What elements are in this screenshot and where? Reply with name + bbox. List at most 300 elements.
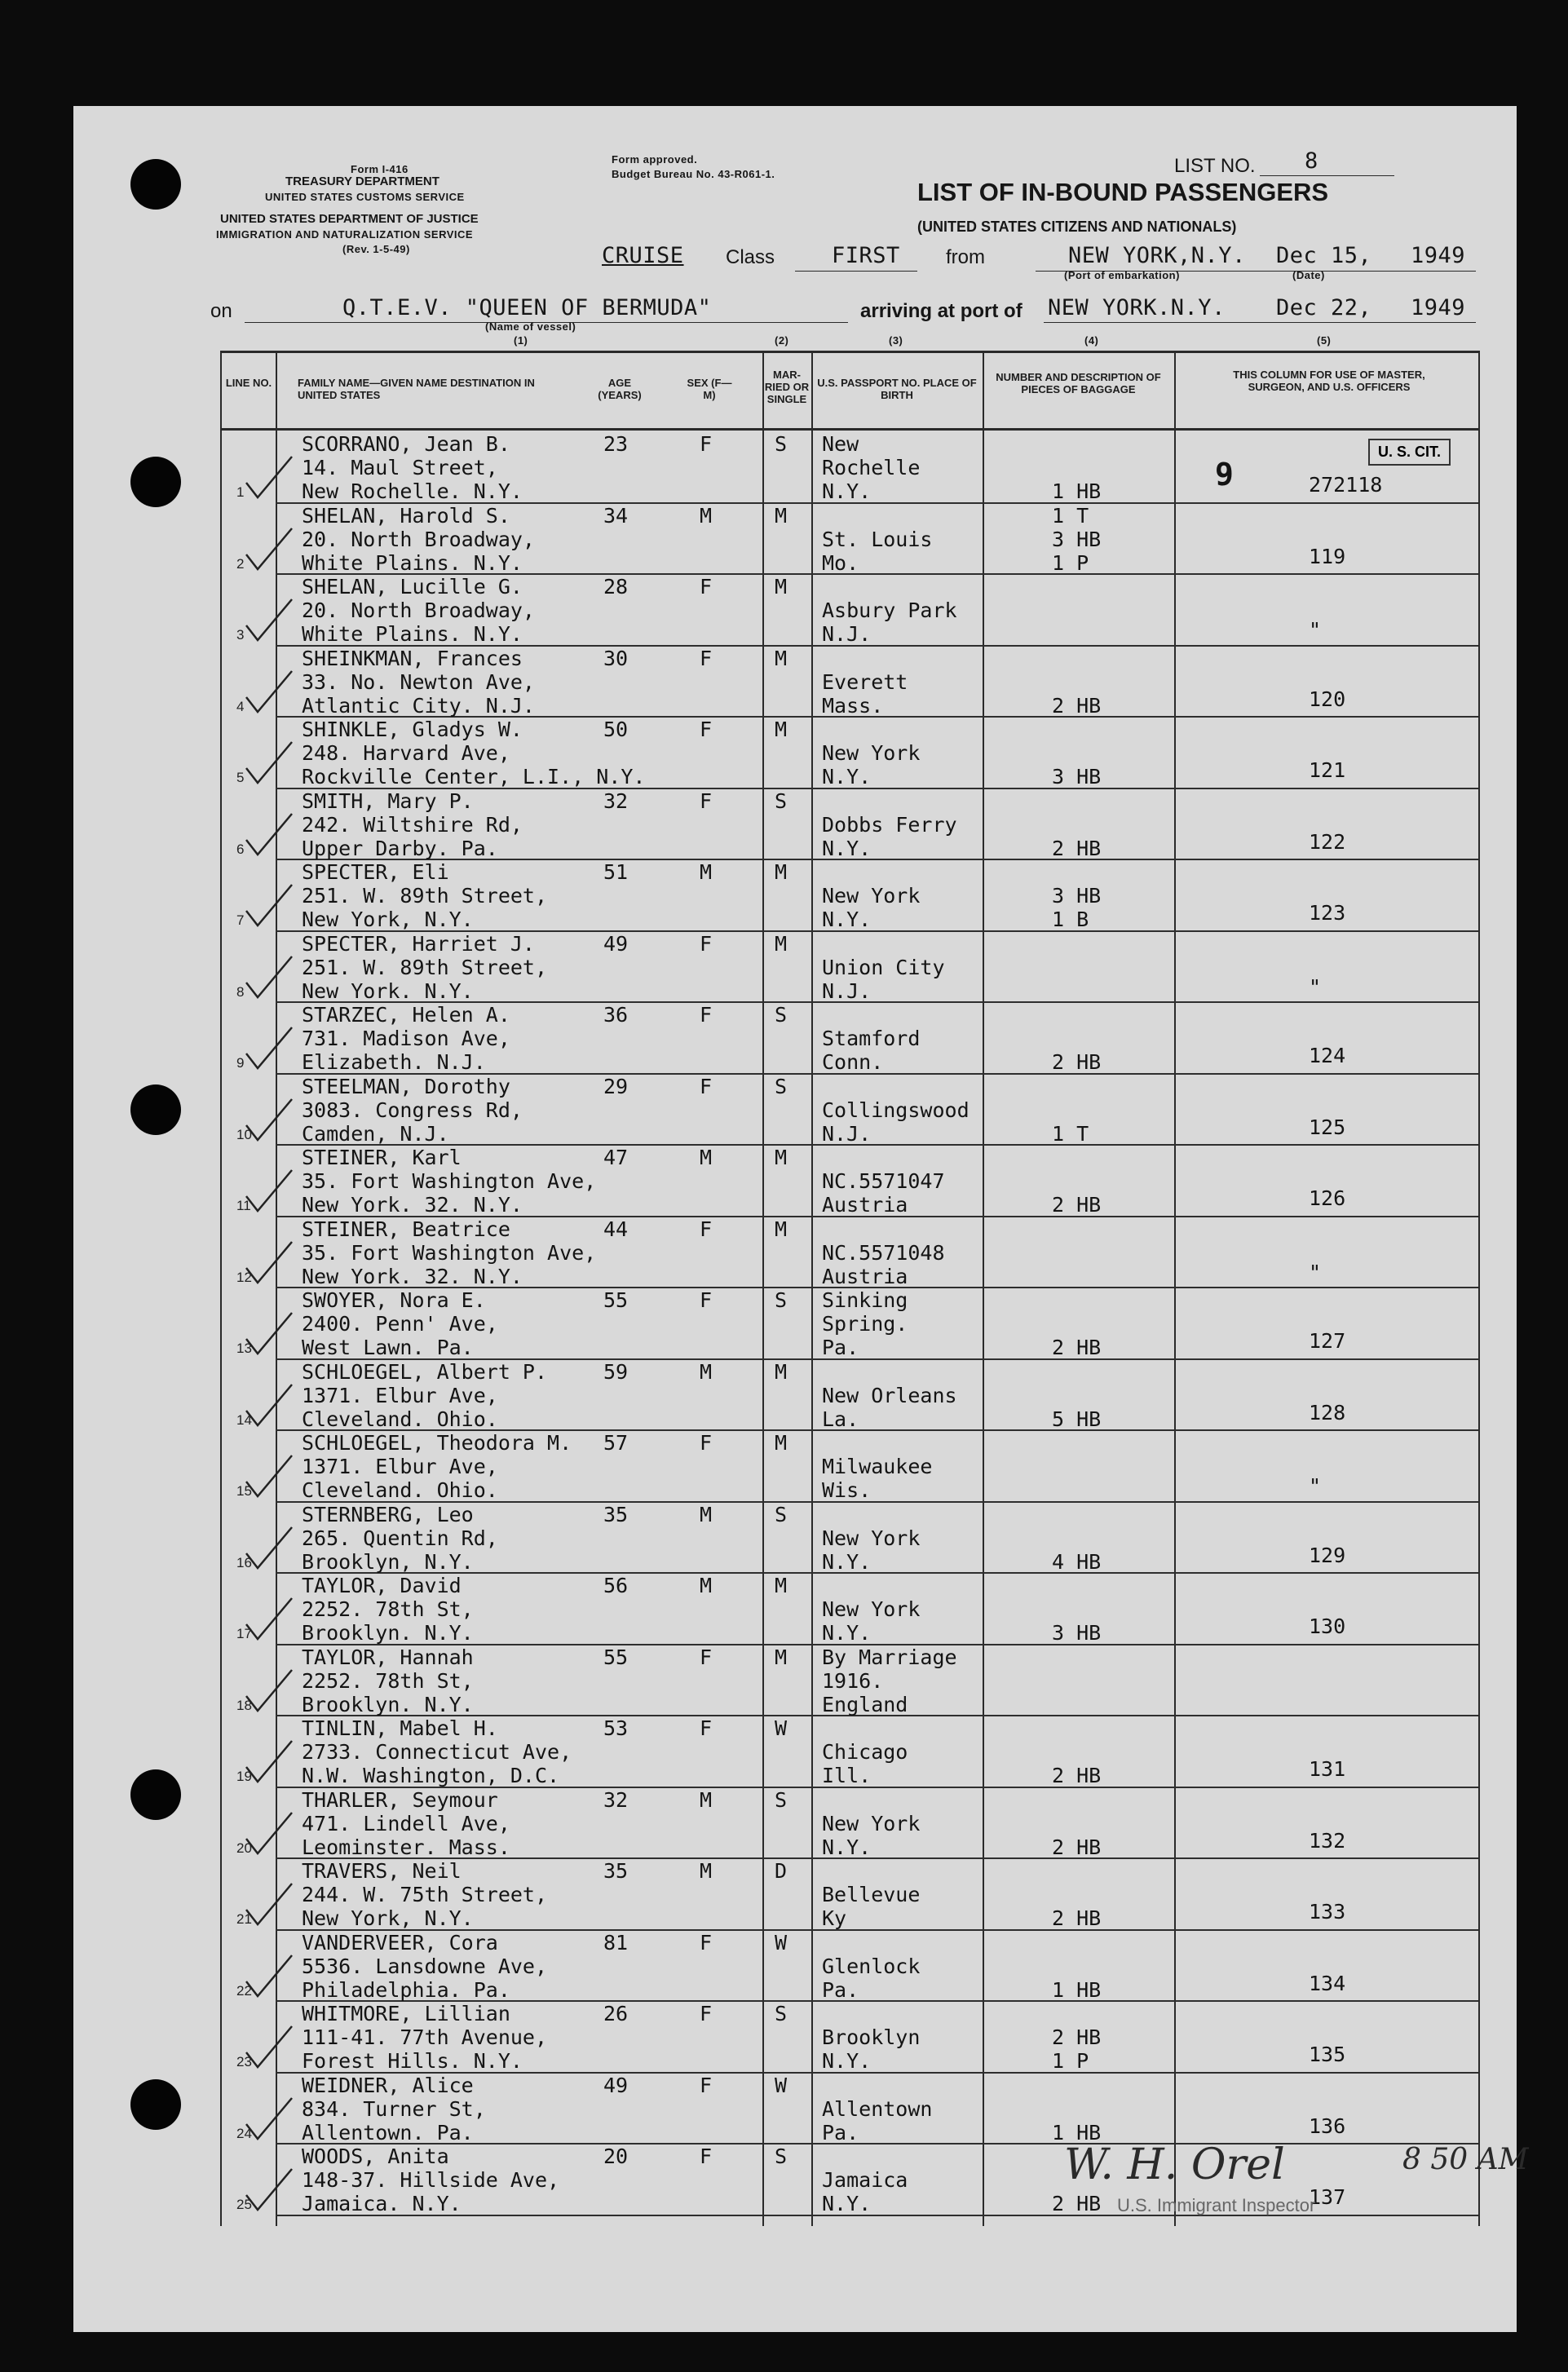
address-line-2: Upper Darby. Pa. (302, 836, 498, 860)
revision-date: (Rev. 1-5-49) (342, 243, 410, 255)
arrival-underline (1044, 322, 1476, 323)
baggage-line-3: 3 HB (1052, 765, 1102, 788)
officer-number: 133 (1309, 1900, 1346, 1924)
table-row (0, 1929, 1568, 2001)
baggage-line-3: 1 HB (1052, 2120, 1102, 2145)
age-value: 32 (603, 1787, 629, 1812)
passenger-name: STERNBERG, Leo (302, 1502, 474, 1526)
age-value: 51 (603, 860, 629, 884)
birthplace-line-2: New York (822, 1526, 921, 1550)
baggage-line-3: 2 HB (1052, 693, 1102, 718)
form-subtitle: (UNITED STATES CITIZENS AND NATIONALS) (917, 219, 1237, 235)
passenger-name: WOODS, Anita (302, 2145, 449, 2168)
address-line-2: West Lawn. Pa. (302, 1336, 474, 1359)
officer-number: 119 (1309, 544, 1346, 568)
on-label: on (210, 300, 232, 322)
passenger-name: TAYLOR, Hannah (302, 1645, 474, 1669)
address-line-2: White Plains. N.Y. (302, 622, 523, 646)
line-number: 19 (236, 1769, 252, 1784)
budget-bureau: Budget Bureau No. 43-R061-1. (612, 168, 775, 180)
age-value: 49 (603, 2073, 629, 2097)
baggage-line-3: 5 HB (1052, 1407, 1102, 1431)
sex-value: M (700, 1502, 713, 1526)
birthplace-line-3: N.Y. (822, 2049, 872, 2073)
address-line-2: Brooklyn. N.Y. (302, 1692, 474, 1716)
sex-value: M (700, 1859, 713, 1883)
passenger-name: STEINER, Karl (302, 1146, 462, 1169)
marital-status: W (775, 2073, 788, 2097)
line-number: 3 (236, 627, 245, 643)
birthplace-line-3: N.Y. (822, 1621, 872, 1645)
address-line-2: New York, N.Y. (302, 908, 474, 931)
address-line-1: 20. North Broadway, (302, 527, 535, 551)
marital-status: S (775, 2002, 788, 2025)
birthplace-line-3: N.J. (822, 978, 872, 1003)
checkmark-icon (245, 1882, 294, 1931)
birthplace-line-3: N.Y. (822, 836, 872, 860)
address-line-2: N.W. Washington, D.C. (302, 1764, 560, 1787)
officer-number: 131 (1309, 1757, 1346, 1781)
baggage-line-3: 4 HB (1052, 1549, 1102, 1574)
justice-department: UNITED STATES DEPARTMENT OF JUSTICE (220, 212, 479, 226)
address-line-1: 2252. 78th St, (302, 1597, 474, 1621)
address-line-2: Brooklyn, N.Y. (302, 1549, 474, 1574)
table-row (0, 2000, 1568, 2072)
officer-number: 123 (1309, 901, 1346, 925)
checkmark-icon (245, 1240, 294, 1289)
passenger-name: TINLIN, Mabel H. (302, 1716, 498, 1740)
embarkation-year: 1949 (1411, 243, 1466, 268)
passenger-name: SCHLOEGEL, Theodora M. (302, 1431, 572, 1455)
customs-service: UNITED STATES CUSTOMS SERVICE (265, 191, 465, 203)
address-line-1: 265. Quentin Rd, (302, 1526, 498, 1550)
address-line-1: 2400. Penn' Ave, (302, 1312, 498, 1336)
birthplace-line-3: Pa. (822, 1336, 859, 1359)
sex-value: F (700, 788, 713, 813)
marital-status: S (775, 788, 788, 813)
sex-value: F (700, 646, 713, 670)
table-row (0, 1572, 1568, 1644)
officer-number: 129 (1309, 1543, 1346, 1567)
line-number: 25 (236, 2197, 252, 2212)
sex-value: F (700, 2145, 713, 2168)
address-line-2: Brooklyn. N.Y. (302, 1621, 474, 1645)
marital-status: S (775, 1288, 788, 1312)
line-number: 6 (236, 841, 245, 857)
sex-value: F (700, 931, 713, 956)
line-number: 2 (236, 555, 245, 572)
officer-number: 126 (1309, 1186, 1346, 1210)
header-sex: SEX (F—M) (687, 377, 732, 401)
sex-value: F (700, 1645, 713, 1669)
checkmark-icon (245, 2096, 294, 2145)
table-row (0, 1715, 1568, 1787)
address-line-1: 148-37. Hillside Ave, (302, 2168, 560, 2192)
sex-value: M (700, 503, 713, 528)
birthplace-line-3: N.Y. (822, 1549, 872, 1574)
sex-value: F (700, 1217, 713, 1241)
officer-number: 128 (1309, 1400, 1346, 1425)
birthplace-line-3: N.Y. (822, 2192, 872, 2215)
officer-number: " (1309, 1260, 1322, 1284)
line-number: 21 (236, 1911, 252, 1927)
birthplace-line-3: N.J. (822, 1121, 872, 1146)
passenger-name: SHEINKMAN, Frances (302, 646, 523, 670)
checkmark-icon (245, 812, 294, 861)
address-line-2: White Plains. N.Y. (302, 550, 523, 575)
birthplace-line-3: Mass. (822, 693, 884, 718)
address-line-1: 251. W. 89th Street, (302, 955, 548, 979)
baggage-line-3: 2 HB (1052, 1835, 1102, 1859)
line-number: 9 (236, 1055, 245, 1071)
line-number: 5 (236, 770, 245, 785)
birthplace-line-2: Rochelle (822, 456, 921, 479)
passenger-name: SHELAN, Lucille G. (302, 575, 523, 599)
birthplace-line-3: Pa. (822, 2120, 859, 2145)
address-line-2: Rockville Center, L.I., N.Y. (302, 765, 646, 788)
baggage-line-3: 2 HB (1052, 1336, 1102, 1359)
embarkation-date: Dec 15, (1276, 243, 1372, 268)
marital-status: M (775, 503, 788, 528)
birthplace-line-3: La. (822, 1407, 859, 1431)
officer-number: 272118 (1309, 473, 1383, 497)
age-value: 53 (603, 1716, 629, 1740)
marital-status: W (775, 1716, 788, 1740)
age-value: 29 (603, 1074, 629, 1098)
passenger-name: SCHLOEGEL, Albert P. (302, 1359, 548, 1384)
birthplace-line-2: Allentown (822, 2096, 933, 2121)
checkmark-icon (245, 1098, 294, 1146)
birthplace-line-2: St. Louis (822, 527, 933, 551)
baggage-line-3: 1 T (1052, 1121, 1089, 1146)
inspector-signature: W. H. Orel (1064, 2140, 1285, 2189)
baggage-line-3: 2 HB (1052, 1906, 1102, 1930)
birthplace-line-2: Asbury Park (822, 599, 957, 622)
birthplace-line-2: Bellevue (822, 1883, 921, 1906)
birthplace-line-2: NC.5571047 (822, 1169, 945, 1193)
checkmark-icon (245, 527, 294, 576)
checkmark-icon (245, 598, 294, 647)
table-row (0, 788, 1568, 859)
line-number: 11 (236, 1198, 251, 1213)
passenger-name: WHITMORE, Lillian (302, 2002, 510, 2025)
address-line-2: New York. N.Y. (302, 978, 474, 1003)
birthplace-line-3: N.Y. (822, 1835, 872, 1859)
birthplace-line-2: Stamford (822, 1027, 921, 1050)
address-line-1: 5536. Lansdowne Ave, (302, 1954, 548, 1978)
checkmark-icon (245, 1311, 294, 1360)
line-number: 4 (236, 698, 245, 714)
checkmark-icon (245, 1383, 294, 1432)
passenger-name: STEINER, Beatrice (302, 1217, 510, 1241)
line-number: 15 (236, 1483, 252, 1499)
sex-value: F (700, 1288, 713, 1312)
sex-value: M (700, 1574, 713, 1597)
age-value: 49 (603, 931, 629, 956)
table-row (0, 1429, 1568, 1501)
baggage-line-3: 1 B (1052, 908, 1089, 931)
line-number: 8 (236, 983, 245, 1000)
sex-value: F (700, 432, 713, 456)
birthplace-line-3: N.Y. (822, 765, 872, 788)
officer-number: 125 (1309, 1115, 1346, 1139)
column-number-5: (5) (1317, 334, 1332, 347)
port-of-embarkation: NEW YORK,N.Y. (1068, 243, 1246, 268)
sex-value: F (700, 1074, 713, 1098)
baggage-line-1: 1 T (1052, 503, 1089, 528)
address-line-1: 20. North Broadway, (302, 599, 535, 622)
age-value: 56 (603, 1574, 629, 1597)
address-line-1: 3083. Congress Rd, (302, 1098, 523, 1122)
table-row (0, 1787, 1568, 1858)
marital-status: S (775, 1074, 788, 1098)
address-line-1: 251. W. 89th Street, (302, 884, 548, 908)
address-line-1: 248. Harvard Ave, (302, 741, 510, 765)
birthplace-line-1: New (822, 432, 859, 456)
age-value: 57 (603, 1431, 629, 1455)
birthplace-line-2: New York (822, 884, 921, 908)
age-value: 20 (603, 2145, 629, 2168)
officer-number: 120 (1309, 687, 1346, 711)
checkmark-icon (245, 1597, 294, 1645)
form-number: Form I-416 (351, 163, 409, 175)
class-label: Class (726, 246, 775, 268)
address-line-1: 111-41. 77th Avenue, (302, 2025, 548, 2049)
birthplace-line-2: Union City (822, 955, 945, 979)
checkmark-icon (245, 1668, 294, 1717)
arrival-date: Dec 22, (1276, 295, 1372, 320)
address-line-1: 731. Madison Ave, (302, 1027, 510, 1050)
address-line-2: Forest Hills. N.Y. (302, 2049, 523, 2073)
marital-status: S (775, 2145, 788, 2168)
arriving-label: arriving at port of (860, 300, 1023, 322)
passenger-name: STARZEC, Helen A. (302, 1003, 510, 1027)
line-number: 20 (236, 1840, 252, 1856)
officer-number: 132 (1309, 1828, 1346, 1853)
address-line-2: Leominster. Mass. (302, 1835, 510, 1859)
table-row (0, 645, 1568, 717)
age-value: 34 (603, 503, 629, 528)
sex-value: F (700, 1431, 713, 1455)
treasury-department: TREASURY DEPARTMENT (285, 174, 439, 188)
checkmark-icon (245, 955, 294, 1004)
baggage-line-2: 3 HB (1052, 527, 1102, 551)
sex-value: F (700, 2073, 713, 2097)
line-number: 22 (236, 1982, 252, 1999)
marital-status: M (775, 1359, 788, 1384)
birthplace-line-2: NC.5571048 (822, 1240, 945, 1265)
age-value: 47 (603, 1146, 629, 1169)
baggage-line-3: 2 HB (1052, 1764, 1102, 1787)
officer-number: 130 (1309, 1614, 1346, 1638)
baggage-line-2: 2 HB (1052, 2025, 1102, 2049)
arrival-port: NEW YORK.N.Y. (1048, 295, 1226, 320)
checkmark-icon (245, 669, 294, 718)
checkmark-icon (245, 883, 294, 932)
marital-status: S (775, 1003, 788, 1027)
line-number: 24 (236, 2125, 252, 2141)
marital-status: S (775, 432, 788, 456)
address-line-1: 2252. 78th St, (302, 1668, 474, 1693)
officer-number: " (1309, 618, 1322, 642)
table-row (0, 1644, 1568, 1716)
list-number-label: LIST NO. (1174, 155, 1256, 177)
birthplace-line-3: Austria (822, 1193, 908, 1217)
passenger-name: VANDERVEER, Cora (302, 1930, 498, 1955)
birthplace-line-2: New York (822, 1597, 921, 1621)
officer-number: 135 (1309, 2043, 1346, 2066)
column-number-1: (1) (514, 334, 528, 347)
age-value: 26 (603, 2002, 629, 2025)
class-underline (795, 271, 917, 272)
officer-number: 121 (1309, 758, 1346, 782)
age-value: 44 (603, 1217, 629, 1241)
age-value: 36 (603, 1003, 629, 1027)
birthplace-line-3: N.Y. (822, 908, 872, 931)
baggage-line-3: 2 HB (1052, 2192, 1102, 2215)
age-value: 32 (603, 788, 629, 813)
birthplace-line-2: Glenlock (822, 1954, 921, 1978)
address-line-1: 244. W. 75th Street, (302, 1883, 548, 1906)
sex-value: M (700, 860, 713, 884)
age-value: 55 (603, 1288, 629, 1312)
header-line-no: LINE NO. (225, 377, 272, 389)
age-value: 35 (603, 1859, 629, 1883)
signature-time: 8 50 AM (1402, 2143, 1529, 2176)
sex-value: F (700, 718, 713, 741)
birthplace-line-2: Collingswood (822, 1098, 970, 1122)
officer-number: 127 (1309, 1329, 1346, 1353)
cruise-label: CRUISE (602, 243, 684, 268)
us-citizen-stamp: U. S. CIT. (1368, 439, 1451, 466)
checkmark-icon (245, 1739, 294, 1788)
birthplace-line-3: N.Y. (822, 479, 872, 503)
marital-status: M (775, 575, 788, 599)
officer-number: " (1309, 1474, 1322, 1498)
checkmark-icon (245, 1811, 294, 1860)
address-line-1: 1371. Elbur Ave, (302, 1455, 498, 1478)
passenger-name: WEIDNER, Alice (302, 2073, 474, 2097)
birthplace-line-3: N.J. (822, 622, 872, 646)
age-value: 30 (603, 646, 629, 670)
form-title: LIST OF IN-BOUND PASSENGERS (917, 178, 1329, 206)
marital-status: M (775, 1574, 788, 1597)
table-row (0, 930, 1568, 1002)
birthplace-line-2: Everett (822, 669, 908, 694)
birthplace-line-3: Pa. (822, 1977, 859, 2002)
address-line-1: 242. Wiltshire Rd, (302, 812, 523, 837)
address-line-2: New York. 32. N.Y. (302, 1193, 523, 1217)
line-number: 23 (236, 2054, 252, 2069)
passenger-name: STEELMAN, Dorothy (302, 1074, 510, 1098)
age-value: 59 (603, 1359, 629, 1384)
vessel-name: Q.T.E.V. "QUEEN OF BERMUDA" (342, 295, 712, 320)
passenger-name: SPECTER, Harriet J. (302, 931, 535, 956)
birthplace-line-3: Mo. (822, 550, 859, 575)
line-number: 17 (236, 1626, 252, 1641)
officer-number: " (1309, 974, 1322, 999)
table-row (0, 716, 1568, 788)
checkmark-icon (245, 455, 294, 504)
birthplace-line-3: Wis. (822, 1478, 872, 1502)
table-row (0, 1144, 1568, 1216)
birthplace-line-2: Milwaukee (822, 1455, 933, 1478)
list-number: 8 (1305, 148, 1318, 174)
line-number: 13 (236, 1341, 252, 1356)
date-caption: (Date) (1292, 269, 1325, 281)
baggage-line-3: 1 P (1052, 2049, 1089, 2073)
age-value: 28 (603, 575, 629, 599)
address-line-1: 14. Maul Street, (302, 456, 498, 479)
officer-number: 134 (1309, 1971, 1346, 1995)
passenger-name: SHELAN, Harold S. (302, 503, 510, 528)
sex-value: F (700, 1003, 713, 1027)
sex-value: F (700, 1930, 713, 1955)
address-line-2: Atlantic City. N.J. (302, 693, 535, 718)
address-line-2: Philadelphia. Pa. (302, 1977, 510, 2002)
address-line-1: 1371. Elbur Ave, (302, 1383, 498, 1407)
passenger-name: TRAVERS, Neil (302, 1859, 462, 1883)
age-value: 35 (603, 1502, 629, 1526)
birthplace-line-3: England (822, 1692, 908, 1716)
sex-value: F (700, 575, 713, 599)
birthplace-line-1: Sinking (822, 1288, 908, 1312)
age-value: 55 (603, 1645, 629, 1669)
birthplace-line-2: 1916. (822, 1668, 884, 1693)
checkmark-icon (245, 2025, 294, 2074)
birthplace-line-3: Conn. (822, 1050, 884, 1074)
table-row (0, 859, 1568, 930)
header-passport: U.S. PASSPORT NO. PLACE OF BIRTH (817, 377, 977, 401)
checkmark-icon (245, 1454, 294, 1503)
officer-number: 122 (1309, 829, 1346, 854)
marital-status: S (775, 1787, 788, 1812)
table-row (0, 1501, 1568, 1573)
line-number: 10 (236, 1126, 252, 1142)
address-line-2: Allentown. Pa. (302, 2120, 474, 2145)
line-number: 1 (236, 484, 245, 500)
address-line-1: 834. Turner St, (302, 2096, 486, 2121)
age-value: 81 (603, 1930, 629, 1955)
birthplace-line-2: New York (822, 741, 921, 765)
sex-value: M (700, 1787, 713, 1812)
table-row (0, 1073, 1568, 1145)
sex-value: F (700, 2002, 713, 2025)
marital-status: S (775, 1502, 788, 1526)
class-value: FIRST (832, 243, 900, 268)
sex-value: F (700, 1716, 713, 1740)
line-number: 7 (236, 912, 245, 928)
marital-status: M (775, 646, 788, 670)
inspector-stamp: U.S. Immigrant Inspector (1117, 2195, 1316, 2215)
header-married: MAR-RIED OR SINGLE (764, 369, 810, 405)
marital-status: D (775, 1859, 788, 1883)
column-number-3: (3) (889, 334, 903, 347)
address-line-2: New Rochelle. N.Y. (302, 479, 523, 503)
baggage-line-3: 2 HB (1052, 1193, 1102, 1217)
immigration-service: IMMIGRATION AND NATURALIZATION SERVICE (216, 228, 474, 241)
table-row (0, 2072, 1568, 2144)
passenger-name: SHINKLE, Gladys W. (302, 718, 523, 741)
baggage-line-3: 3 HB (1052, 1621, 1102, 1645)
address-line-1: 2733. Connecticut Ave, (302, 1740, 572, 1764)
address-line-1: 33. No. Newton Ave, (302, 669, 535, 694)
officer-number: 136 (1309, 2114, 1346, 2138)
address-line-2: New York. 32. N.Y. (302, 1264, 523, 1288)
checkmark-icon (245, 1168, 294, 1217)
line-number: 18 (236, 1697, 252, 1713)
checkmark-icon (245, 1026, 294, 1075)
